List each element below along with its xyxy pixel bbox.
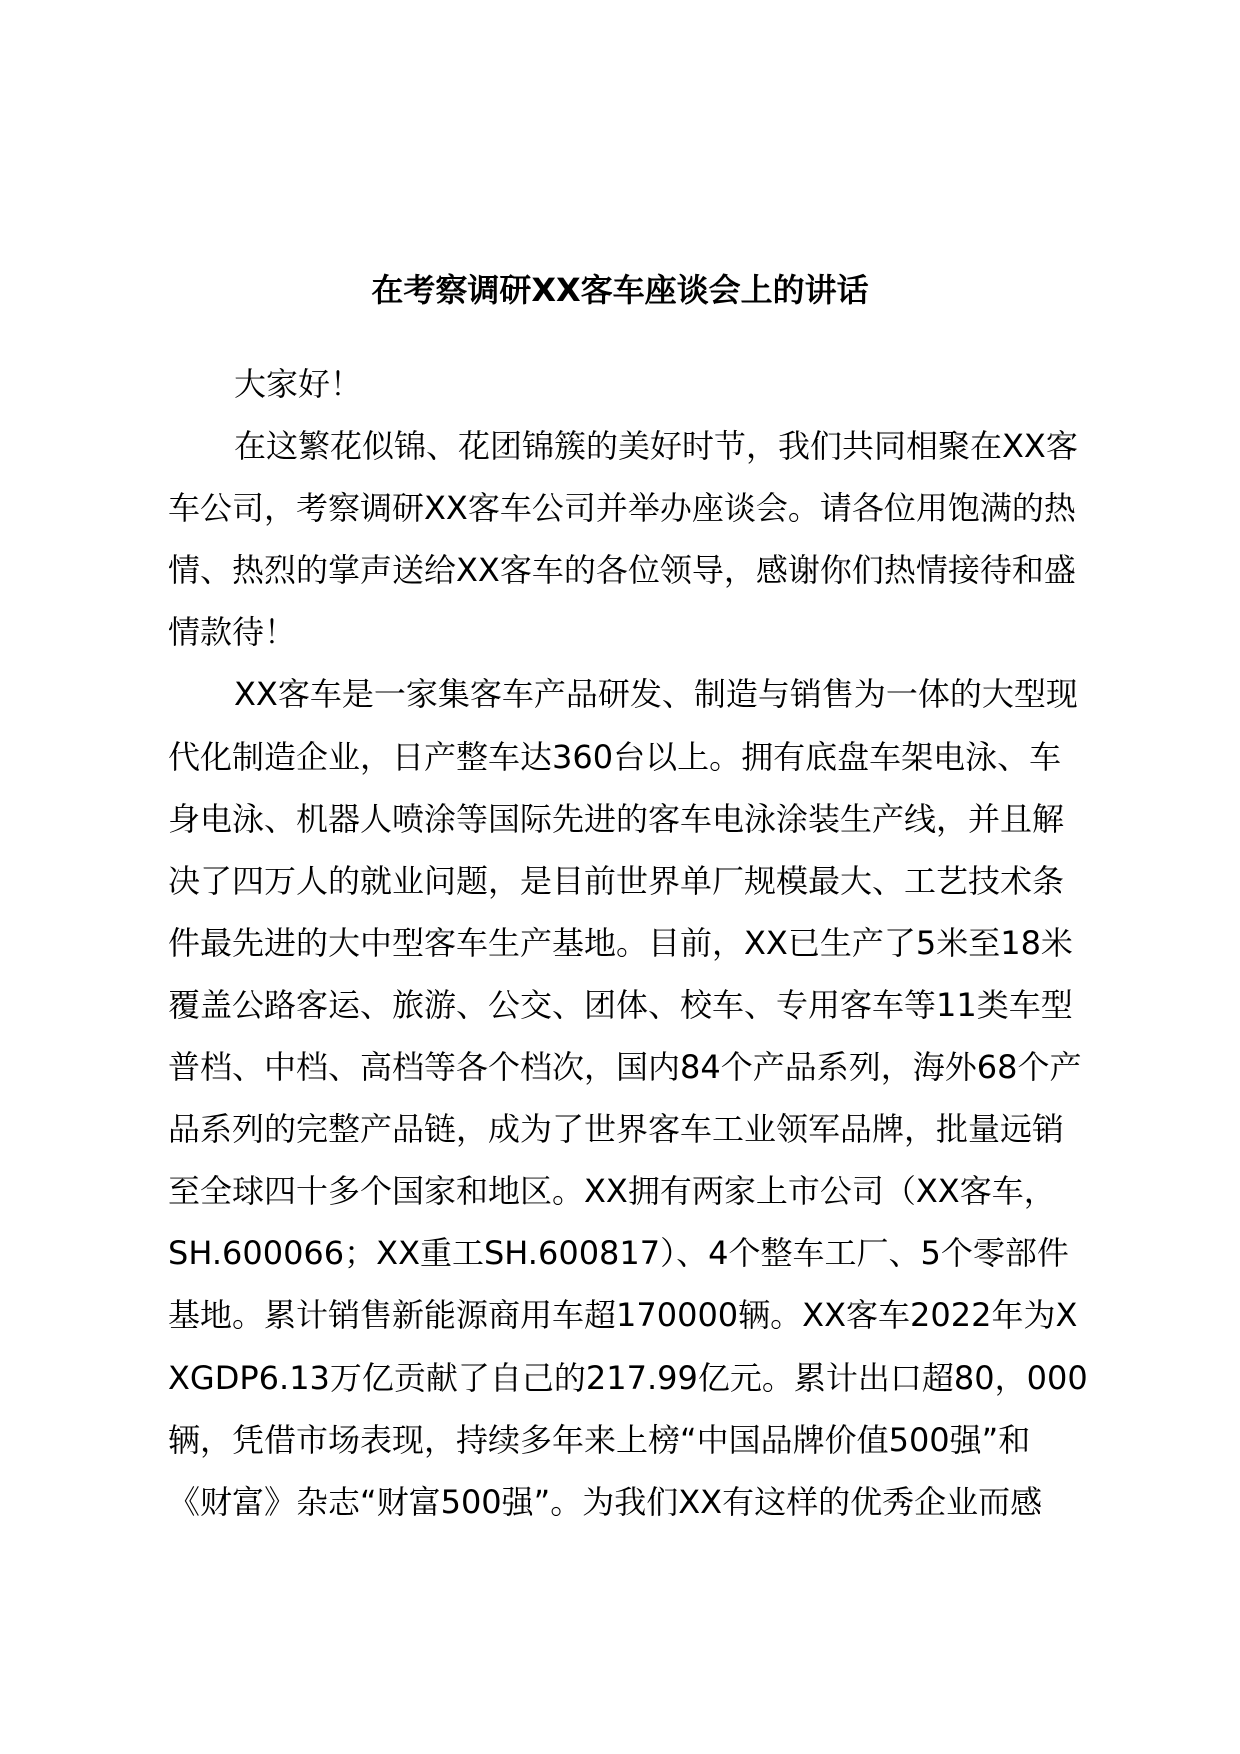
document-body	[168, 353, 1098, 1533]
paragraph-line: 件最先进的大中型客车生产基地。目前，XX已生产了5米至18米	[168, 923, 1073, 962]
paragraph-line: 在这繁花似锦、花团锦簇的美好时节，我们共同相聚在XX客	[234, 427, 1078, 466]
paragraph-line: 情款待！	[168, 613, 297, 652]
paragraph-line: 代化制造企业，日产整车达360台以上。拥有底盘车架电泳、车	[168, 737, 1062, 776]
document-title: 在考察调研XX客车座谈会上的讲话	[371, 271, 869, 309]
paragraph-line: 身电泳、机器人喷涂等国际先进的客车电泳涂装生产线，并且解	[168, 799, 1065, 838]
paragraph-line: 基地。累计销售新能源商用车超170000辆。XX客车2022年为X	[168, 1296, 1078, 1335]
paragraph-line: 覆盖公路客运、旅游、公交、团体、校车、专用客车等11类车型	[168, 985, 1073, 1024]
paragraph-line: 品系列的完整产品链，成为了世界客车工业领军品牌，批量远销	[168, 1110, 1065, 1149]
paragraph-line: 车公司，考察调研XX客车公司并举办座谈会。请各位用饱满的热	[168, 489, 1076, 528]
paragraph-line: 《财富》杂志“财富500强”。为我们XX有这样的优秀企业而感	[168, 1482, 1043, 1521]
paragraph-line: 普档、中档、高档等各个档次，国内84个产品系列，海外68个产	[168, 1048, 1082, 1087]
paragraph-line: 决了四万人的就业问题，是目前世界单厂规模最大、工艺技术条	[168, 861, 1065, 900]
paragraph-line: 至全球四十多个国家和地区。XX拥有两家上市公司（XX客车，	[168, 1172, 1056, 1211]
paragraph-line: XX客车是一家集客车产品研发、制造与销售为一体的大型现	[234, 675, 1078, 714]
paragraph-line: XGDP6.13万亿贡献了自己的217.99亿元。累计出口超80，000	[168, 1358, 1088, 1397]
paragraph-line: 辆，凭借市场表现，持续多年来上榜“中国品牌价值500强”和	[168, 1420, 1031, 1459]
paragraph-line: 情、热烈的掌声送给XX客车的各位领导，感谢你们热情接待和盛	[168, 551, 1076, 590]
paragraph-line: SH.600066；XX重工SH.600817）、4个整车工厂、5个零部件	[168, 1234, 1069, 1273]
greeting-line: 大家好！	[234, 365, 363, 403]
